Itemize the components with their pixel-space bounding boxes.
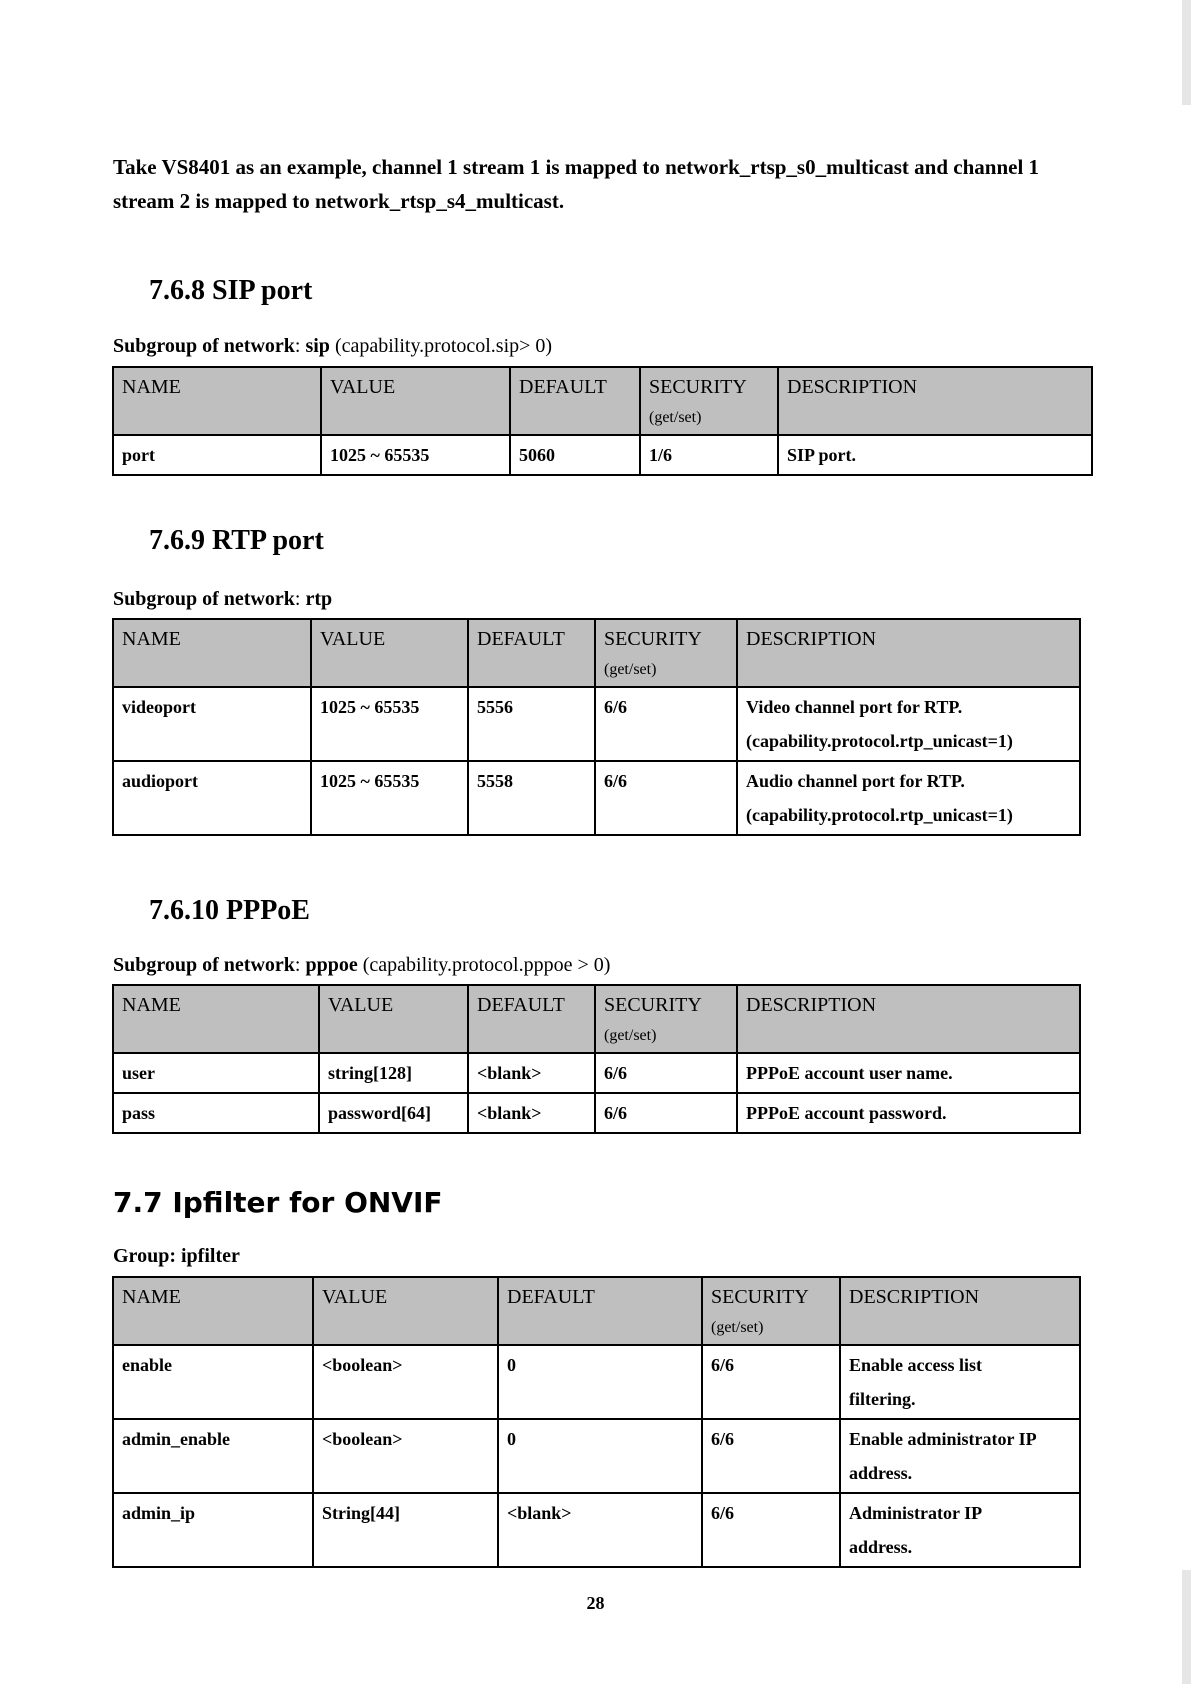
cell-description: Enable administrator IP address. (840, 1419, 1080, 1493)
cell-security: 6/6 (702, 1419, 840, 1493)
sip-parameter-table (112, 366, 1093, 476)
column-header-name: NAME (113, 1277, 313, 1345)
table-header-row (113, 985, 1080, 1053)
page-edge-marker (1182, 0, 1191, 105)
column-header-default: DEFAULT (468, 619, 595, 687)
page-number: 28 (586, 1593, 605, 1613)
column-header-security: SECURITY (get/set) (595, 619, 737, 687)
table-caption-sip: Subgroup of network: sip (capability.protocol.sip> 0) (113, 335, 553, 357)
table-row (113, 687, 1080, 761)
cell-value: password[64] (319, 1093, 468, 1133)
cell-name: port (113, 435, 321, 475)
intro-parameter: network_rtsp_s0_multicast (665, 155, 909, 179)
cell-value: 1025 ~ 65535 (321, 435, 510, 475)
column-header-default: DEFAULT (498, 1277, 702, 1345)
cell-description: PPPoE account password. (737, 1093, 1080, 1133)
table-row (113, 1345, 1080, 1419)
table-caption-pppoe: Subgroup of network: pppoe (capability.protocol.pppoe > 0) (113, 954, 611, 976)
section-heading-rtp-port: 7.6.9 RTP port (149, 525, 324, 556)
cell-default: <blank> (468, 1093, 595, 1133)
table-header-row (113, 367, 1092, 435)
table-row (113, 761, 1080, 835)
table-row (113, 1093, 1080, 1133)
cell-name: pass (113, 1093, 319, 1133)
table-caption-rtp: Subgroup of network: rtp (113, 588, 333, 610)
column-header-value: VALUE (313, 1277, 498, 1345)
cell-default: 5558 (468, 761, 595, 835)
cell-name: admin_ip (113, 1493, 313, 1567)
cell-value: <boolean> (313, 1419, 498, 1493)
section-heading-pppoe: 7.6.10 PPPoE (149, 895, 310, 926)
table-caption-ipfilter: Group: ipfilter (113, 1245, 240, 1267)
cell-security: 6/6 (595, 687, 737, 761)
cell-default: <blank> (498, 1493, 702, 1567)
cell-name: audioport (113, 761, 311, 835)
pppoe-parameter-table (112, 984, 1081, 1134)
intro-paragraph (113, 150, 1073, 218)
column-header-value: VALUE (321, 367, 510, 435)
rtp-parameter-table (112, 618, 1081, 836)
column-header-security: SECURITY (get/set) (595, 985, 737, 1053)
column-header-security: SECURITY (get/set) (702, 1277, 840, 1345)
column-header-default: DEFAULT (468, 985, 595, 1053)
cell-default: <blank> (468, 1053, 595, 1093)
cell-security: 6/6 (702, 1345, 840, 1419)
page-edge-marker (1182, 1570, 1191, 1684)
cell-name: enable (113, 1345, 313, 1419)
column-header-value: VALUE (311, 619, 468, 687)
section-heading-ipfilter: 7.7 Ipfilter for ONVIF (113, 1186, 443, 1219)
cell-security: 6/6 (702, 1493, 840, 1567)
column-header-name: NAME (113, 367, 321, 435)
table-header-row (113, 619, 1080, 687)
cell-security: 1/6 (640, 435, 778, 475)
cell-name: user (113, 1053, 319, 1093)
cell-default: 5060 (510, 435, 640, 475)
cell-description: Enable access list filtering. (840, 1345, 1080, 1419)
column-header-description: DESCRIPTION (840, 1277, 1080, 1345)
cell-default: 0 (498, 1419, 702, 1493)
column-header-security: SECURITY (get/set) (640, 367, 778, 435)
cell-security: 6/6 (595, 1053, 737, 1093)
table-row (113, 1053, 1080, 1093)
ipfilter-parameter-table (112, 1276, 1081, 1568)
intro-text: and channel 1 stream 2 is mapped to (113, 155, 1040, 213)
cell-value: 1025 ~ 65535 (311, 687, 468, 761)
cell-default: 0 (498, 1345, 702, 1419)
cell-value: 1025 ~ 65535 (311, 761, 468, 835)
column-header-description: DESCRIPTION (778, 367, 1092, 435)
cell-name: admin_enable (113, 1419, 313, 1493)
column-header-default: DEFAULT (510, 367, 640, 435)
cell-description: Video channel port for RTP. (capability.protocol.rtp_unicast=1) (737, 687, 1080, 761)
cell-value: <boolean> (313, 1345, 498, 1419)
column-header-name: NAME (113, 619, 311, 687)
table-row (113, 1493, 1080, 1567)
cell-description: PPPoE account user name. (737, 1053, 1080, 1093)
table-row (113, 1419, 1080, 1493)
table-row (113, 435, 1092, 475)
intro-parameter: network_rtsp_s4_multicast (315, 189, 559, 213)
cell-description: SIP port. (778, 435, 1092, 475)
cell-description: Audio channel port for RTP. (capability.protocol.rtp_unicast=1) (737, 761, 1080, 835)
cell-security: 6/6 (595, 761, 737, 835)
column-header-value: VALUE (319, 985, 468, 1053)
cell-security: 6/6 (595, 1093, 737, 1133)
cell-value: String[44] (313, 1493, 498, 1567)
intro-text: . (558, 189, 565, 213)
cell-value: string[128] (319, 1053, 468, 1093)
intro-text: Take VS8401 as an example, channel 1 stream 1 is mapped to (113, 155, 666, 179)
column-header-description: DESCRIPTION (737, 985, 1080, 1053)
cell-name: videoport (113, 687, 311, 761)
table-header-row (113, 1277, 1080, 1345)
cell-description: Administrator IP address. (840, 1493, 1080, 1567)
cell-default: 5556 (468, 687, 595, 761)
section-heading-sip-port: 7.6.8 SIP port (149, 275, 313, 306)
column-header-description: DESCRIPTION (737, 619, 1080, 687)
column-header-name: NAME (113, 985, 319, 1053)
